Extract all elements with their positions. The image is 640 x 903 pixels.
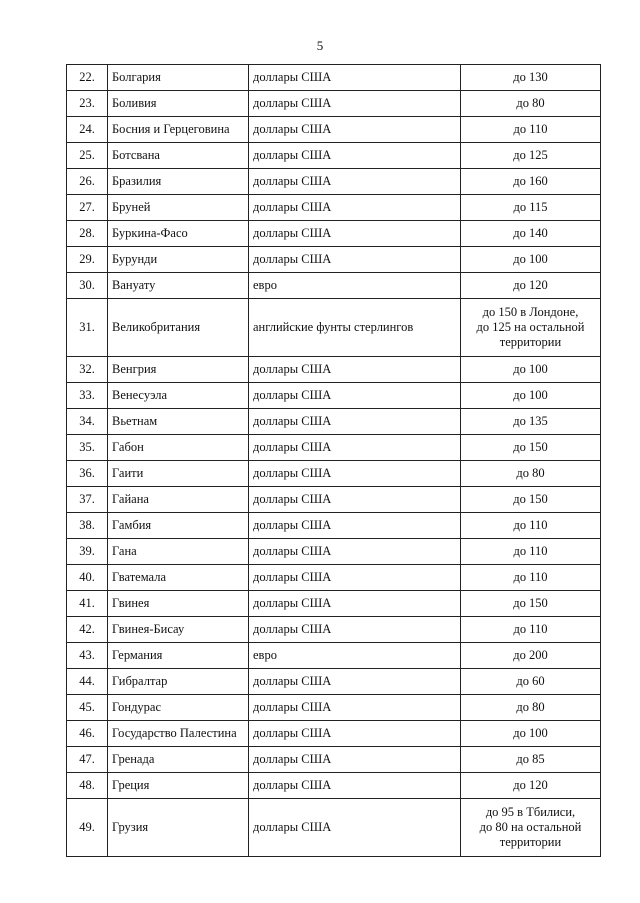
row-number: 36. (67, 461, 108, 487)
limit-line: до 150 в Лондоне, (482, 305, 579, 319)
limit-amount (461, 539, 601, 565)
currency-name: доллары США (249, 435, 461, 461)
limit-line: до 80 (516, 96, 545, 110)
country-name: Гайана (108, 487, 249, 513)
currency-name: доллары США (249, 513, 461, 539)
limit-line: до 150 (513, 492, 548, 506)
table-row (67, 513, 601, 539)
row-number: 28. (67, 221, 108, 247)
row-number: 38. (67, 513, 108, 539)
table-row (67, 695, 601, 721)
country-name: Буркина-Фасо (108, 221, 249, 247)
limit-line: до 80 (516, 700, 545, 714)
country-name: Вьетнам (108, 409, 249, 435)
table-row (67, 799, 601, 857)
row-number: 41. (67, 591, 108, 617)
limit-amount (461, 435, 601, 461)
row-number: 26. (67, 169, 108, 195)
table-row (67, 357, 601, 383)
country-name: Великобритания (108, 299, 249, 357)
currency-name: доллары США (249, 539, 461, 565)
limit-line: до 120 (513, 778, 548, 792)
limit-line: до 100 (513, 388, 548, 402)
currency-name: доллары США (249, 117, 461, 143)
currency-name: английские фунты стерлингов (249, 299, 461, 357)
table-row (67, 487, 601, 513)
currency-name: доллары США (249, 747, 461, 773)
limit-line: до 100 (513, 252, 548, 266)
limit-amount (461, 409, 601, 435)
limit-amount (461, 273, 601, 299)
table-row (67, 409, 601, 435)
rates-table (66, 64, 601, 857)
row-number: 44. (67, 669, 108, 695)
limit-line: до 125 на остальной (476, 320, 585, 334)
row-number: 31. (67, 299, 108, 357)
row-number: 47. (67, 747, 108, 773)
row-number: 39. (67, 539, 108, 565)
currency-name: доллары США (249, 195, 461, 221)
currency-name: доллары США (249, 409, 461, 435)
limit-line: до 100 (513, 726, 548, 740)
limit-amount (461, 513, 601, 539)
country-name: Ботсвана (108, 143, 249, 169)
country-name: Боливия (108, 91, 249, 117)
table-row (67, 299, 601, 357)
row-number: 48. (67, 773, 108, 799)
table-row (67, 273, 601, 299)
row-number: 46. (67, 721, 108, 747)
limit-line: до 85 (516, 752, 545, 766)
country-name: Государство Палестина (108, 721, 249, 747)
table-row (67, 169, 601, 195)
currency-name: доллары США (249, 565, 461, 591)
limit-amount (461, 695, 601, 721)
country-name: Бруней (108, 195, 249, 221)
table-row (67, 383, 601, 409)
limit-line: до 110 (513, 518, 548, 532)
table-row (67, 65, 601, 91)
currency-name: доллары США (249, 247, 461, 273)
limit-line: до 200 (513, 648, 548, 662)
limit-line: до 120 (513, 278, 548, 292)
country-name: Болгария (108, 65, 249, 91)
limit-line: до 140 (513, 226, 548, 240)
currency-name: доллары США (249, 91, 461, 117)
row-number: 22. (67, 65, 108, 91)
table-row (67, 435, 601, 461)
country-name: Гватемала (108, 565, 249, 591)
country-name: Гана (108, 539, 249, 565)
country-name: Гвинея-Бисау (108, 617, 249, 643)
table-row (67, 143, 601, 169)
limit-line: до 110 (513, 570, 548, 584)
row-number: 49. (67, 799, 108, 857)
table-row (67, 221, 601, 247)
limit-amount (461, 221, 601, 247)
limit-amount (461, 357, 601, 383)
table-row (67, 195, 601, 221)
currency-name: доллары США (249, 669, 461, 695)
limit-amount (461, 591, 601, 617)
limit-line: до 130 (513, 70, 548, 84)
table-row (67, 461, 601, 487)
row-number: 45. (67, 695, 108, 721)
limit-line: до 80 на остальной (479, 820, 582, 834)
country-name: Гаити (108, 461, 249, 487)
currency-name: доллары США (249, 221, 461, 247)
currency-name: доллары США (249, 487, 461, 513)
limit-line: до 110 (513, 544, 548, 558)
currency-name: доллары США (249, 65, 461, 91)
limit-amount (461, 299, 601, 357)
limit-amount (461, 65, 601, 91)
currency-name: евро (249, 643, 461, 669)
table-row (67, 617, 601, 643)
currency-name: доллары США (249, 773, 461, 799)
limit-line: до 80 (516, 466, 545, 480)
currency-name: доллары США (249, 695, 461, 721)
limit-amount (461, 669, 601, 695)
limit-line: до 150 (513, 596, 548, 610)
country-name: Гамбия (108, 513, 249, 539)
row-number: 42. (67, 617, 108, 643)
row-number: 24. (67, 117, 108, 143)
limit-amount (461, 195, 601, 221)
currency-name: доллары США (249, 357, 461, 383)
country-name: Босния и Герцеговина (108, 117, 249, 143)
row-number: 33. (67, 383, 108, 409)
limit-amount (461, 117, 601, 143)
row-number: 43. (67, 643, 108, 669)
row-number: 37. (67, 487, 108, 513)
currency-name: доллары США (249, 799, 461, 857)
limit-amount (461, 247, 601, 273)
currency-name: доллары США (249, 143, 461, 169)
country-name: Гвинея (108, 591, 249, 617)
table-row (67, 539, 601, 565)
limit-amount (461, 487, 601, 513)
limit-line: до 110 (513, 122, 548, 136)
limit-line: до 100 (513, 362, 548, 376)
table-row (67, 565, 601, 591)
country-name: Гренада (108, 747, 249, 773)
limit-amount (461, 747, 601, 773)
limit-line: до 135 (513, 414, 548, 428)
table-row (67, 747, 601, 773)
limit-amount (461, 169, 601, 195)
country-name: Грузия (108, 799, 249, 857)
limit-line: до 160 (513, 174, 548, 188)
limit-line: территории (499, 335, 562, 349)
limit-line: до 125 (513, 148, 548, 162)
country-name: Венесуэла (108, 383, 249, 409)
limit-amount (461, 799, 601, 857)
limit-line: до 110 (513, 622, 548, 636)
row-number: 25. (67, 143, 108, 169)
limit-amount (461, 617, 601, 643)
limit-amount (461, 143, 601, 169)
country-name: Вануату (108, 273, 249, 299)
limit-line: до 115 (513, 200, 548, 214)
currency-name: доллары США (249, 721, 461, 747)
table-row (67, 721, 601, 747)
limit-amount (461, 461, 601, 487)
currency-name: доллары США (249, 383, 461, 409)
limit-amount (461, 773, 601, 799)
country-name: Греция (108, 773, 249, 799)
rates-table-body (67, 65, 601, 857)
table-row (67, 669, 601, 695)
country-name: Гондурас (108, 695, 249, 721)
row-number: 34. (67, 409, 108, 435)
row-number: 32. (67, 357, 108, 383)
row-number: 27. (67, 195, 108, 221)
table-row (67, 247, 601, 273)
country-name: Гибралтар (108, 669, 249, 695)
limit-line: до 60 (516, 674, 545, 688)
limit-line: территории (499, 835, 562, 849)
currency-name: евро (249, 273, 461, 299)
limit-line: до 95 в Тбилиси, (485, 805, 576, 819)
table-row (67, 91, 601, 117)
table-row (67, 591, 601, 617)
country-name: Габон (108, 435, 249, 461)
limit-amount (461, 643, 601, 669)
currency-name: доллары США (249, 169, 461, 195)
country-name: Венгрия (108, 357, 249, 383)
country-name: Бурунди (108, 247, 249, 273)
row-number: 30. (67, 273, 108, 299)
limit-amount (461, 91, 601, 117)
currency-name: доллары США (249, 591, 461, 617)
limit-amount (461, 565, 601, 591)
row-number: 29. (67, 247, 108, 273)
row-number: 23. (67, 91, 108, 117)
country-name: Германия (108, 643, 249, 669)
limit-amount (461, 721, 601, 747)
row-number: 40. (67, 565, 108, 591)
currency-name: доллары США (249, 617, 461, 643)
page-number: 5 (316, 38, 324, 53)
limit-line: до 150 (513, 440, 548, 454)
limit-amount (461, 383, 601, 409)
table-row (67, 117, 601, 143)
row-number: 35. (67, 435, 108, 461)
currency-name: доллары США (249, 461, 461, 487)
country-name: Бразилия (108, 169, 249, 195)
table-row (67, 643, 601, 669)
table-row (67, 773, 601, 799)
